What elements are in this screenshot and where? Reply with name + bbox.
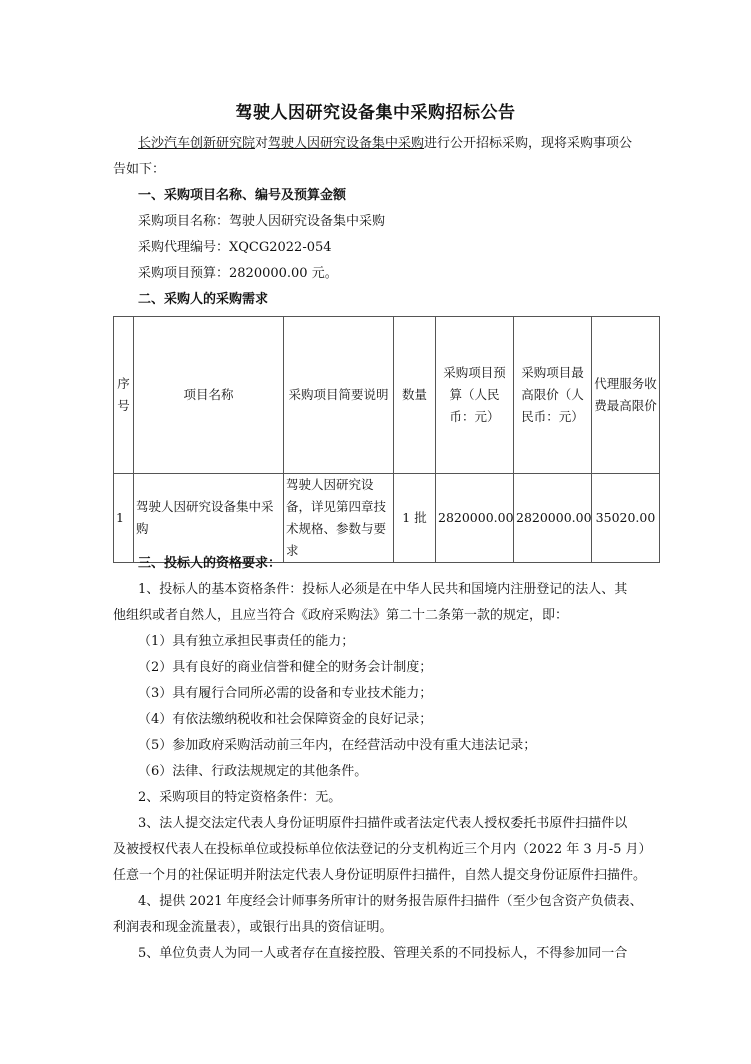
section-2-heading: 二、采购人的采购需求 xyxy=(138,292,269,307)
list-item: （6）法律、行政法规规定的其他条件。 xyxy=(138,764,368,779)
intro-text-2: 进行公开招标采购，现将采购事项公 xyxy=(424,136,633,151)
section-3-heading: 三、投标人的资格要求： xyxy=(138,556,282,571)
qual-2-line: 2、采购项目的特定资格条件：无。 xyxy=(138,790,342,805)
list-item: （1）具有独立承担民事责任的能力； xyxy=(138,634,355,649)
qual-3-line-a: 3、法人提交法定代表人身份证明原件扫描件或者法定代表人授权委托书原件扫描件以 xyxy=(138,816,628,831)
purchaser-name: 长沙汽车创新研究院 xyxy=(138,136,256,151)
header-desc: 采购项目简要说明 xyxy=(284,317,394,474)
section-1-heading: 一、采购项目名称、编号及预算金额 xyxy=(138,188,347,203)
header-budget: 采购项目预算（人民币：元） xyxy=(436,317,514,474)
agency-code-line: 采购代理编号：XQCG2022-054 xyxy=(138,240,332,255)
cell-name: 驾驶人因研究设备集中采购 xyxy=(134,474,284,563)
qual-3-line-c: 任意一个月的社保证明并附法定代表人身份证明原件扫描件，自然人提交身份证原件扫描件。 xyxy=(113,868,647,883)
list-item: （4）有依法缴纳税收和社会保障资金的良好记录； xyxy=(138,712,433,727)
list-item: （3）具有履行合同所必需的设备和专业技术能力； xyxy=(138,686,433,701)
header-no: 序号 xyxy=(114,317,134,474)
header-fee: 代理服务收费最高限价 xyxy=(592,317,660,474)
project-name-link: 驾驶人因研究设备集中采购 xyxy=(268,136,425,151)
list-item: （5）参加政府采购活动前三年内，在经营活动中没有重大违法记录； xyxy=(138,738,537,753)
qual-1-line-b: 他组织或者自然人，且应当符合《政府采购法》第二十二条第一款的规定，即： xyxy=(113,608,569,623)
header-qty: 数量 xyxy=(394,317,436,474)
cell-budget: 2820000.00 xyxy=(436,474,514,563)
project-name-line: 采购项目名称：驾驶人因研究设备集中采购 xyxy=(138,214,386,229)
qual-4-line-b: 利润表和现金流量表），或银行出具的资信证明。 xyxy=(113,920,393,935)
cell-no: 1 xyxy=(114,474,134,563)
budget-line: 采购项目预算：2820000.00 元。 xyxy=(138,266,338,281)
qual-5-line: 5、单位负责人为同一人或者存在直接控股、管理关系的不同投标人，不得参加同一合 xyxy=(138,946,628,961)
qual-4-line-a: 4、提供 2021 年度经会计师事务所审计的财务报告原件扫描件（至少包含资产负债表、 xyxy=(138,894,643,909)
intro-text-1: 对 xyxy=(255,136,269,151)
cell-qty: 1 批 xyxy=(394,474,436,563)
intro-line-1 xyxy=(138,135,632,153)
qual-1-line-a: 1、投标人的基本资格条件：投标人必须是在中华人民共和国境内注册登记的法人、其 xyxy=(138,582,628,597)
cell-fee: 35020.00 xyxy=(592,474,660,563)
header-max-price: 采购项目最高限价（人民币：元） xyxy=(514,317,592,474)
header-name: 项目名称 xyxy=(134,317,284,474)
document-title: 驾驶人因研究设备集中采购招标公告 xyxy=(235,103,516,123)
cell-desc: 驾驶人因研究设备，详见第四章技术规格、参数与要求 xyxy=(284,474,394,563)
cell-max-price: 2820000.00 xyxy=(514,474,592,563)
intro-line-2: 告如下： xyxy=(113,162,166,177)
table-header-row xyxy=(114,317,660,474)
procurement-table xyxy=(113,316,660,563)
list-item: （2）具有良好的商业信誉和健全的财务会计制度； xyxy=(138,660,433,675)
table-row xyxy=(114,474,660,563)
qual-3-line-b: 及被授权代表人在投标单位或投标单位依法登记的分支机构近三个月内（2022 年 3 月-5 月） xyxy=(113,842,652,857)
